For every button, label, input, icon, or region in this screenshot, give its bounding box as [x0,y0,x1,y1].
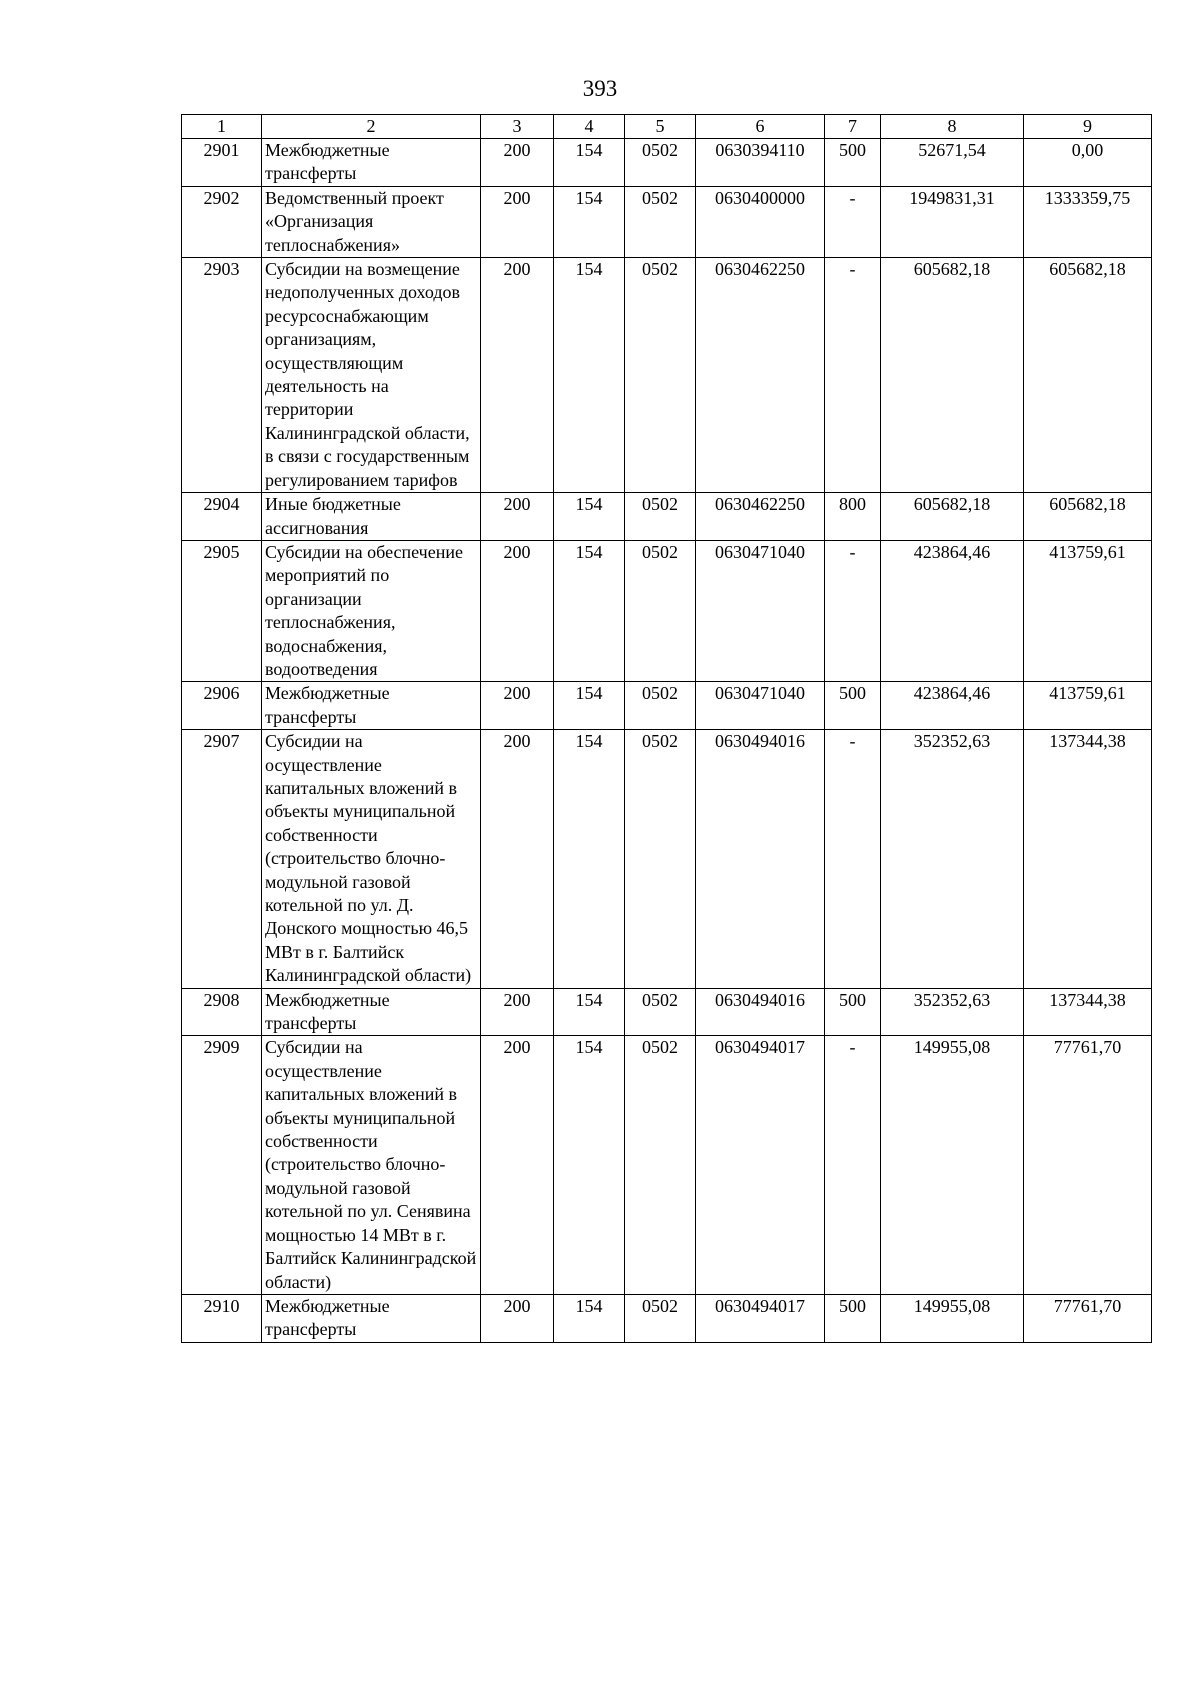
code-col-6-cell: 0630494017 [696,1294,825,1342]
code-col-7-cell: 500 [825,139,881,187]
header-cell-4: 4 [554,115,625,139]
code-col-3-cell: 200 [481,730,554,988]
code-col-3-cell: 200 [481,139,554,187]
header-cell-3: 3 [481,115,554,139]
code-col-3-cell: 200 [481,186,554,257]
code-col-5-cell: 0502 [625,730,696,988]
table-row [182,1294,1152,1342]
amount-col-8-cell: 1949831,31 [881,186,1024,257]
code-col-4-cell: 154 [554,186,625,257]
amount-col-9-cell: 413759,61 [1024,540,1152,681]
code-col-3-cell: 200 [481,493,554,541]
code-col-6-cell: 0630394110 [696,139,825,187]
amount-col-8-cell: 605682,18 [881,258,1024,493]
header-cell-7: 7 [825,115,881,139]
code-col-5-cell: 0502 [625,139,696,187]
code-col-7-cell: 500 [825,1294,881,1342]
item-name-cell: Субсидии на обеспечение мероприятий по организации теплоснабжения, водоснабжения, водоотведения [262,540,481,681]
code-col-7-cell: 500 [825,988,881,1036]
amount-col-8-cell: 352352,63 [881,730,1024,988]
code-col-4-cell: 154 [554,540,625,681]
budget-table [181,114,1152,1343]
header-cell-2: 2 [262,115,481,139]
code-col-4-cell: 154 [554,1294,625,1342]
amount-col-9-cell: 137344,38 [1024,730,1152,988]
code-col-5-cell: 0502 [625,1036,696,1294]
code-col-4-cell: 154 [554,730,625,988]
code-col-3-cell: 200 [481,1294,554,1342]
code-col-6-cell: 0630494016 [696,988,825,1036]
code-col-3-cell: 200 [481,258,554,493]
item-name-cell: Межбюджетные трансферты [262,139,481,187]
amount-col-9-cell: 0,00 [1024,139,1152,187]
item-name-cell: Межбюджетные трансферты [262,1294,481,1342]
code-col-7-cell: - [825,186,881,257]
code-col-3-cell: 200 [481,540,554,681]
code-col-7-cell: 800 [825,493,881,541]
code-col-4-cell: 154 [554,1036,625,1294]
row-number-cell: 2905 [182,540,262,681]
code-col-6-cell: 0630400000 [696,186,825,257]
code-col-5-cell: 0502 [625,258,696,493]
amount-col-8-cell: 149955,08 [881,1036,1024,1294]
table-row [182,258,1152,493]
row-number-cell: 2908 [182,988,262,1036]
row-number-cell: 2907 [182,730,262,988]
header-cell-9: 9 [1024,115,1152,139]
amount-col-8-cell: 52671,54 [881,139,1024,187]
row-number-cell: 2906 [182,682,262,730]
code-col-7-cell: - [825,258,881,493]
page-number: 393 [582,76,618,101]
code-col-6-cell: 0630471040 [696,682,825,730]
table-body [182,139,1152,1343]
header-cell-1: 1 [182,115,262,139]
row-number-cell: 2902 [182,186,262,257]
code-col-7-cell: - [825,730,881,988]
amount-col-8-cell: 423864,46 [881,540,1024,681]
item-name-cell: Субсидии на осуществление капитальных вложений в объекты муниципальной собственности (строительство блочно-модульной газовой котельной по ул. Д. Донского мощностью 46,5 МВт в г. Балтийск Калининградской области) [262,730,481,988]
row-number-cell: 2909 [182,1036,262,1294]
table-row [182,139,1152,187]
code-col-6-cell: 0630462250 [696,493,825,541]
table-row [182,493,1152,541]
code-col-6-cell: 0630471040 [696,540,825,681]
amount-col-9-cell: 137344,38 [1024,988,1152,1036]
code-col-5-cell: 0502 [625,682,696,730]
code-col-7-cell: - [825,540,881,681]
row-number-cell: 2904 [182,493,262,541]
item-name-cell: Субсидии на возмещение недополученных доходов ресурсоснабжающим организациям, осуществляющим деятельность на территории Калининградской области, в связи с государственным регулированием тарифов [262,258,481,493]
table-row [182,988,1152,1036]
table-row [182,1036,1152,1294]
table-row [182,730,1152,988]
item-name-cell: Межбюджетные трансферты [262,988,481,1036]
item-name-cell: Ведомственный проект «Организация теплоснабжения» [262,186,481,257]
row-number-cell: 2910 [182,1294,262,1342]
row-number-cell: 2903 [182,258,262,493]
row-number-cell: 2901 [182,139,262,187]
table-row [182,540,1152,681]
header-row [182,115,1152,139]
amount-col-9-cell: 413759,61 [1024,682,1152,730]
amount-col-8-cell: 605682,18 [881,493,1024,541]
table-row [182,682,1152,730]
item-name-cell: Иные бюджетные ассигнования [262,493,481,541]
item-name-cell: Субсидии на осуществление капитальных вложений в объекты муниципальной собственности (строительство блочно-модульной газовой котельной по ул. Сенявина мощностью 14 МВт в г. Балтийск Калининградской области) [262,1036,481,1294]
code-col-3-cell: 200 [481,988,554,1036]
code-col-5-cell: 0502 [625,1294,696,1342]
code-col-5-cell: 0502 [625,540,696,681]
header-cell-6: 6 [696,115,825,139]
code-col-3-cell: 200 [481,1036,554,1294]
header-cell-8: 8 [881,115,1024,139]
code-col-4-cell: 154 [554,258,625,493]
code-col-7-cell: 500 [825,682,881,730]
amount-col-9-cell: 605682,18 [1024,493,1152,541]
amount-col-9-cell: 77761,70 [1024,1294,1152,1342]
code-col-7-cell: - [825,1036,881,1294]
amount-col-9-cell: 1333359,75 [1024,186,1152,257]
code-col-5-cell: 0502 [625,186,696,257]
amount-col-8-cell: 149955,08 [881,1294,1024,1342]
amount-col-8-cell: 352352,63 [881,988,1024,1036]
amount-col-9-cell: 77761,70 [1024,1036,1152,1294]
code-col-3-cell: 200 [481,682,554,730]
code-col-5-cell: 0502 [625,493,696,541]
amount-col-8-cell: 423864,46 [881,682,1024,730]
code-col-4-cell: 154 [554,988,625,1036]
item-name-cell: Межбюджетные трансферты [262,682,481,730]
code-col-6-cell: 0630494016 [696,730,825,988]
amount-col-9-cell: 605682,18 [1024,258,1152,493]
code-col-6-cell: 0630462250 [696,258,825,493]
code-col-4-cell: 154 [554,682,625,730]
code-col-6-cell: 0630494017 [696,1036,825,1294]
code-col-5-cell: 0502 [625,988,696,1036]
header-cell-5: 5 [625,115,696,139]
table-row [182,186,1152,257]
code-col-4-cell: 154 [554,493,625,541]
code-col-4-cell: 154 [554,139,625,187]
